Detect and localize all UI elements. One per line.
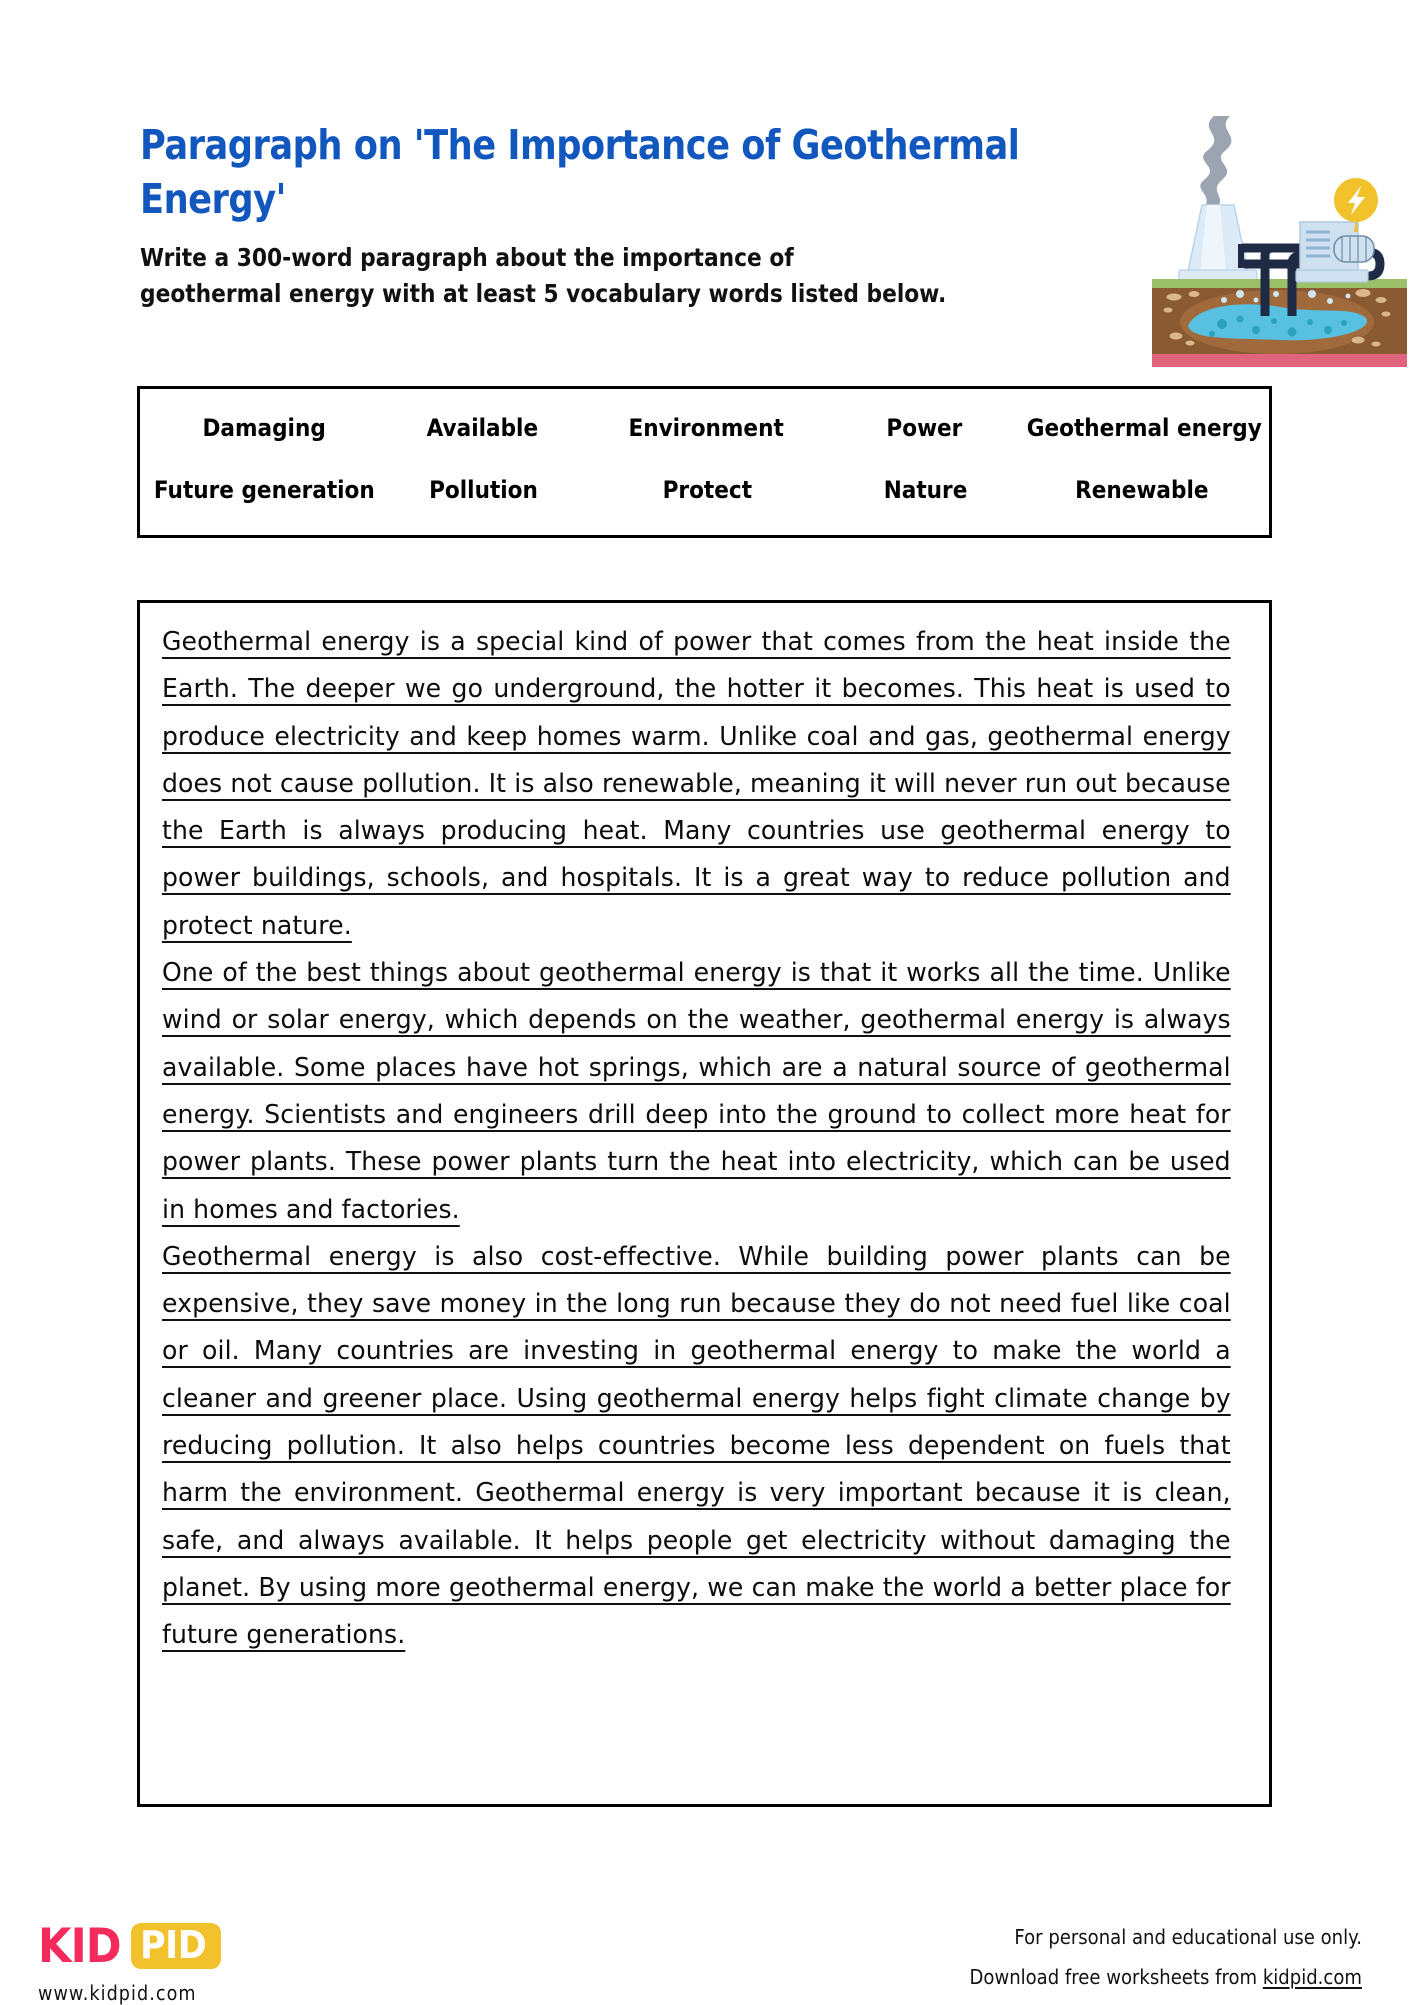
vocabulary-row [140, 397, 1269, 459]
logo-pid-text: PID [139, 1923, 207, 1967]
vocabulary-word: Available [426, 414, 539, 442]
generator [1334, 236, 1374, 262]
plant-base [1296, 270, 1368, 282]
instruction-line-1: Write a 300-word paragraph about the importance of [140, 243, 794, 273]
logo-kid-text: KID [38, 1918, 121, 1974]
answer-paragraph: One of the best things about geothermal energy is that it works all the time. Unlike wind or solar energy, which depends on the weather, geothermal energy is always available. Some places have hot springs, which are a natural source of geothermal energy. Scientists and engineers drill deep into the ground to collect more heat for power plants. These power plants turn the heat into electricity, which can be used in homes and factories. [162, 958, 1231, 1225]
kidpid-link[interactable]: kidpid.com [1262, 1964, 1362, 1989]
vocabulary-word: Damaging [202, 414, 326, 442]
footer-usage-note [970, 1918, 1362, 1998]
footer-note-prefix: Download free worksheets from [969, 1964, 1263, 1989]
vocabulary-word: Pollution [428, 476, 538, 504]
footer-note-line-2 [970, 1958, 1362, 1998]
logo-website-url: www.kidpid.com [38, 1981, 197, 2005]
steam-plume [1200, 116, 1231, 210]
answer-text-box [137, 600, 1272, 1807]
geothermal-power-plant-illustration [1152, 104, 1407, 369]
vocabulary-word: Nature [883, 476, 968, 504]
kidpid-logo[interactable] [38, 1918, 258, 2005]
vocabulary-word: Power [886, 414, 963, 442]
tower-base [1179, 270, 1257, 280]
pipe-cap [1238, 244, 1244, 268]
vocabulary-word: Future generation [153, 476, 375, 504]
answer-paragraph: Geothermal energy is also cost-effective. While building power plants can be expensive, they save money in the long run because they do not need fuel like coal or oil. Many countries are investing in geothermal energy to make the world a cleaner and greener place. Using geothermal energy helps fight climate change by reducing pollution. It also helps countries become less dependent on fuels that harm the environment. Geothermal energy is very important because it is clean, safe, and always available. It helps people get electricity without damaging the planet. By using more geothermal energy, we can make the world a better place for future generations. [162, 1241, 1231, 1651]
vocabulary-word: Environment [628, 414, 784, 442]
vocabulary-word: Renewable [1075, 476, 1209, 504]
magma-layer [1152, 354, 1407, 367]
worksheet-header [140, 118, 1280, 313]
logo-mark [38, 1918, 258, 1974]
logo-pid-badge [131, 1923, 221, 1969]
vocabulary-word: Protect [662, 476, 752, 504]
vocabulary-word-bank [137, 386, 1272, 538]
instructions-block [140, 240, 1062, 313]
answer-paragraph: Geothermal energy is a special kind of power that comes from the heat inside the Earth. The deeper we go underground, the hotter it becomes. This heat is used to produce electricity and keep homes warm. Unlike coal and gas, geothermal energy does not cause pollution. It is also renewable, meaning it will never run out because the Earth is always producing heat. Many countries use geothermal energy to power buildings, schools, and hospitals. It is a great way to reduce pollution and protect nature. [162, 627, 1231, 941]
footer-note-line-1: For personal and educational use only. [1014, 1925, 1362, 1949]
vocabulary-row [140, 459, 1269, 521]
instruction-line-2: geothermal energy with at least 5 vocabulary words listed below. [140, 279, 947, 309]
page-title: Paragraph on 'The Importance of Geothermal Energy' [140, 121, 1020, 224]
vocabulary-word: Geothermal energy [1026, 414, 1262, 442]
